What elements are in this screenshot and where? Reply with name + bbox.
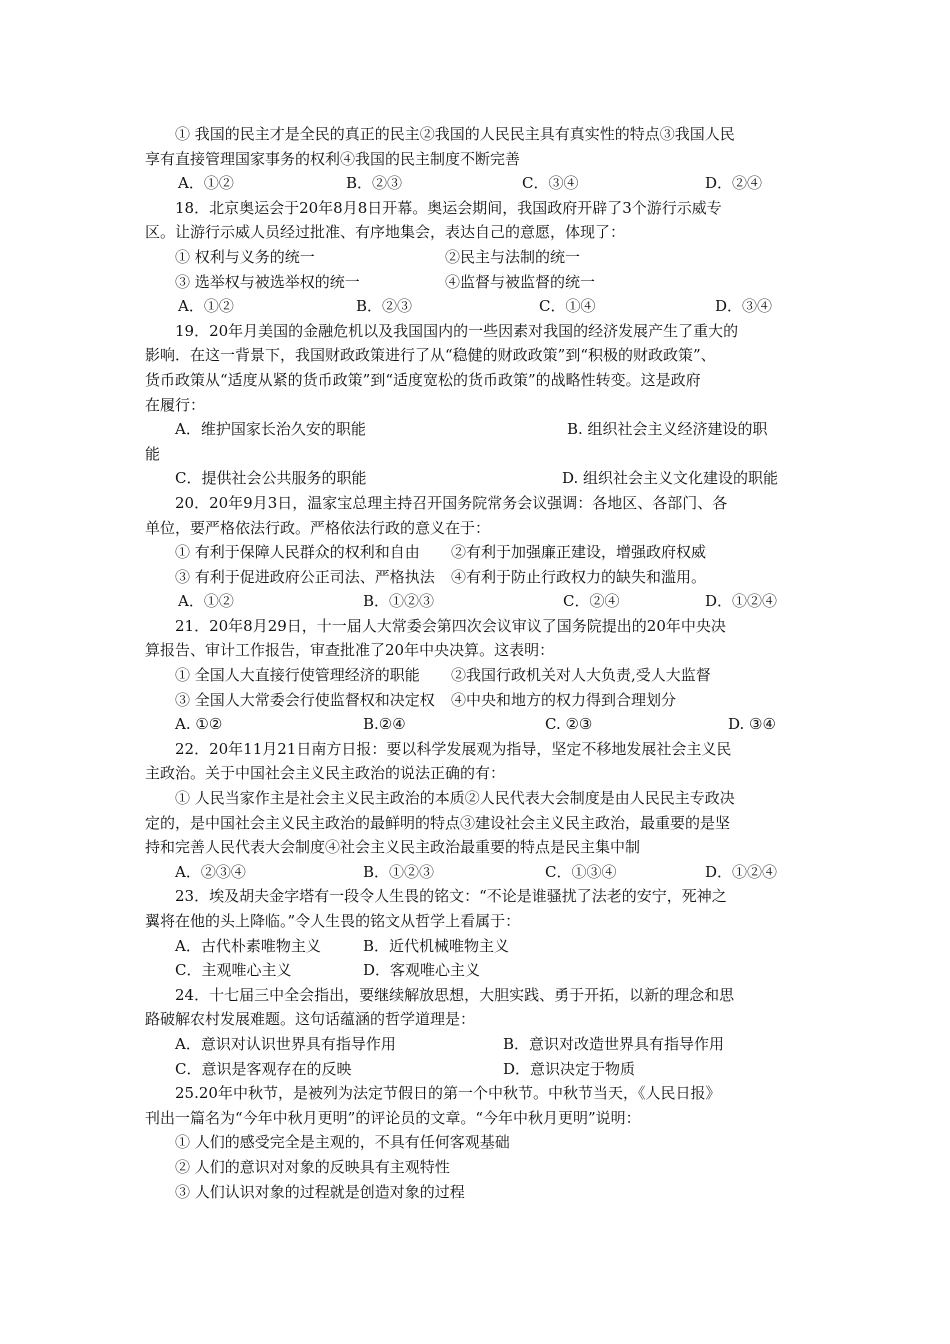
- option: B．②③: [346, 174, 403, 193]
- text-line: 影响．在这一背景下，我国财政政策进行了从“稳健的财政政策”到“积极的财政政策”、: [145, 346, 716, 365]
- text-line: 翼将在他的头上降临。”令人生畏的铭文从哲学上看属于：: [145, 912, 521, 930]
- q21-items: [145, 663, 805, 688]
- text-line: ① 人们的感受完全是主观的，不具有任何客观基础: [175, 1133, 510, 1152]
- item: ④有利于防止行政权力的缺失和滥用。: [451, 567, 707, 586]
- text-line: 定的，是中国社会主义民主政治的最鲜明的特点③建设社会主义民主政治，最重要的是坚: [145, 813, 731, 832]
- text-line: ① 人民当家作主是社会主义民主政治的本质②人民代表大会制度是由人民民主专政决: [175, 789, 735, 808]
- option: C．主观唯心主义: [175, 961, 292, 980]
- text-line: 享有直接管理国家事务的权利④我国的民主制度不断完善: [145, 149, 521, 168]
- q19-options: [145, 417, 805, 442]
- item: ① 有利于保障人民群众的权利和自由: [175, 543, 420, 562]
- option: A．①②: [178, 592, 234, 611]
- item: ④监督与被监督的统一: [445, 272, 596, 291]
- q20-items: [145, 540, 805, 565]
- q20-options: [145, 589, 805, 614]
- exam-content: [145, 122, 805, 1204]
- q23-options: [145, 934, 805, 959]
- q23-options: [145, 958, 805, 983]
- q20-items: [145, 565, 805, 590]
- option: A．意识对认识世界具有指导作用: [175, 1034, 396, 1053]
- item: ① 全国人大直接行使管理经济的职能: [175, 666, 420, 685]
- option: D．②④: [705, 174, 763, 193]
- option: D．客观唯心主义: [363, 961, 481, 980]
- option: A．维护国家长治久安的职能: [175, 420, 366, 439]
- q17-options: [145, 171, 805, 196]
- text-line: 路破解农村发展难题。这句话蕴涵的哲学道理是：: [145, 1010, 476, 1029]
- text-line: 单位，要严格依法行政。严格依法行政的意义在于：: [145, 518, 491, 537]
- option: C．①③④: [545, 862, 617, 881]
- text-line: 在履行：: [145, 395, 206, 414]
- item: ③ 有利于促进政府公正司法、严格执法: [175, 567, 435, 586]
- question-20: 20．20年9月3日，温家宝总理主持召开国务院常务会议强调：各地区、各部门、各: [175, 493, 728, 512]
- option: B．①②③: [363, 862, 435, 881]
- option: D．①②④: [705, 862, 778, 881]
- text-line: 主政治。关于中国社会主义民主政治的说法正确的有：: [145, 764, 506, 783]
- question-19: 19．20年月美国的金融危机以及我国国内的一些因素对我国的经济发展产生了重大的: [175, 321, 739, 340]
- text-line: 能: [145, 444, 161, 463]
- text-line: 货币政策从“适度从紧的货币政策”到“适度宽松的货币政策”的战略性转变。这是政府: [145, 370, 701, 389]
- text-line: 持和完善人民代表大会制度④社会主义民主政治最重要的特点是民主集中制: [145, 838, 641, 857]
- option: C．意识是客观存在的反映: [175, 1059, 352, 1078]
- q24-options: [145, 1057, 805, 1082]
- text-line: ③ 人们认识对象的过程就是创造对象的过程: [175, 1182, 465, 1201]
- item: ④中央和地方的权力得到合理划分: [451, 690, 677, 709]
- text-line: 刊出一篇名为“今年中秋月更明”的评论员的文章。“今年中秋月更明”说明：: [145, 1108, 641, 1127]
- question-25: 25.20年中秋节，是被列为法定节假日的第一个中秋节。中秋节当天，《人民日报》: [175, 1084, 721, 1103]
- q21-items: [145, 688, 805, 713]
- item: ③ 选举权与被选举权的统一: [175, 272, 360, 291]
- option: C．提供社会公共服务的职能: [175, 469, 367, 488]
- item: ②我国行政机关对人大负责,受人大监督: [451, 666, 711, 685]
- question-18: 18．北京奥运会于20年8月8日开幕。奥运会期间，我国政府开辟了3个游行示威专: [175, 198, 722, 217]
- option: A．①②: [178, 297, 234, 316]
- q22-options: [145, 860, 805, 885]
- option: B．②③: [356, 297, 413, 316]
- option: D. 组织社会主义文化建设的职能: [562, 469, 779, 488]
- q18-options: [145, 294, 805, 319]
- q19-options: [145, 466, 805, 491]
- option: A. ①②: [175, 715, 223, 734]
- item: ① 权利与义务的统一: [175, 247, 315, 266]
- question-24: 24．十七届三中全会指出，要继续解放思想，大胆实践、勇于开拓，以新的理念和思: [175, 985, 735, 1004]
- option: D．意识决定于物质: [503, 1059, 636, 1078]
- option: B．意识对改造世界具有指导作用: [503, 1034, 725, 1053]
- question-22: 22．20年11月21日南方日报：要以科学发展观为指导，坚定不移地发展社会主义民: [175, 739, 732, 758]
- option: B．①②③: [363, 592, 435, 611]
- q18-items: [145, 270, 805, 295]
- question-23: 23．埃及胡夫金字塔有一段令人生畏的铭文：“不论是谁骚扰了法老的安宁，死神之: [175, 887, 727, 906]
- option: A．②③④: [175, 862, 246, 881]
- option: C．①④: [539, 297, 596, 316]
- option: D．①②④: [705, 592, 778, 611]
- text-line: ② 人们的意识对对象的反映具有主观特性: [175, 1157, 450, 1176]
- option: B.②④: [363, 715, 406, 734]
- option: A．古代朴素唯物主义: [175, 936, 321, 955]
- option: C．②④: [563, 592, 620, 611]
- option: C．③④: [522, 174, 579, 193]
- text-line: 算报告、审计工作报告，审查批准了20年中央决算。这表明：: [145, 641, 555, 660]
- option: D．③④: [715, 297, 773, 316]
- option: D. ③④: [728, 715, 776, 734]
- question-21: 21．20年8月29日，十一届人大常委会第四次会议审议了国务院提出的20年中央决: [175, 616, 726, 635]
- option: B. 组织社会主义经济建设的职: [567, 420, 768, 439]
- text-line: 区。让游行示威人员经过批准、有序地集会，表达自己的意愿，体现了：: [145, 223, 626, 242]
- option: C. ②③: [545, 715, 593, 734]
- item: ②民主与法制的统一: [445, 247, 581, 266]
- q21-options: [145, 712, 805, 737]
- q18-items: [145, 245, 805, 270]
- option: A．①②: [178, 174, 234, 193]
- q24-options: [145, 1032, 805, 1057]
- item: ②有利于加强廉正建设，增强政府权威: [451, 543, 707, 562]
- option: B．近代机械唯物主义: [363, 936, 510, 955]
- text-line: ① 我国的民主才是全民的真正的民主②我国的人民民主具有真实性的特点③我国人民: [175, 125, 735, 143]
- item: ③ 全国人大常委会行使监督权和决定权: [175, 690, 435, 709]
